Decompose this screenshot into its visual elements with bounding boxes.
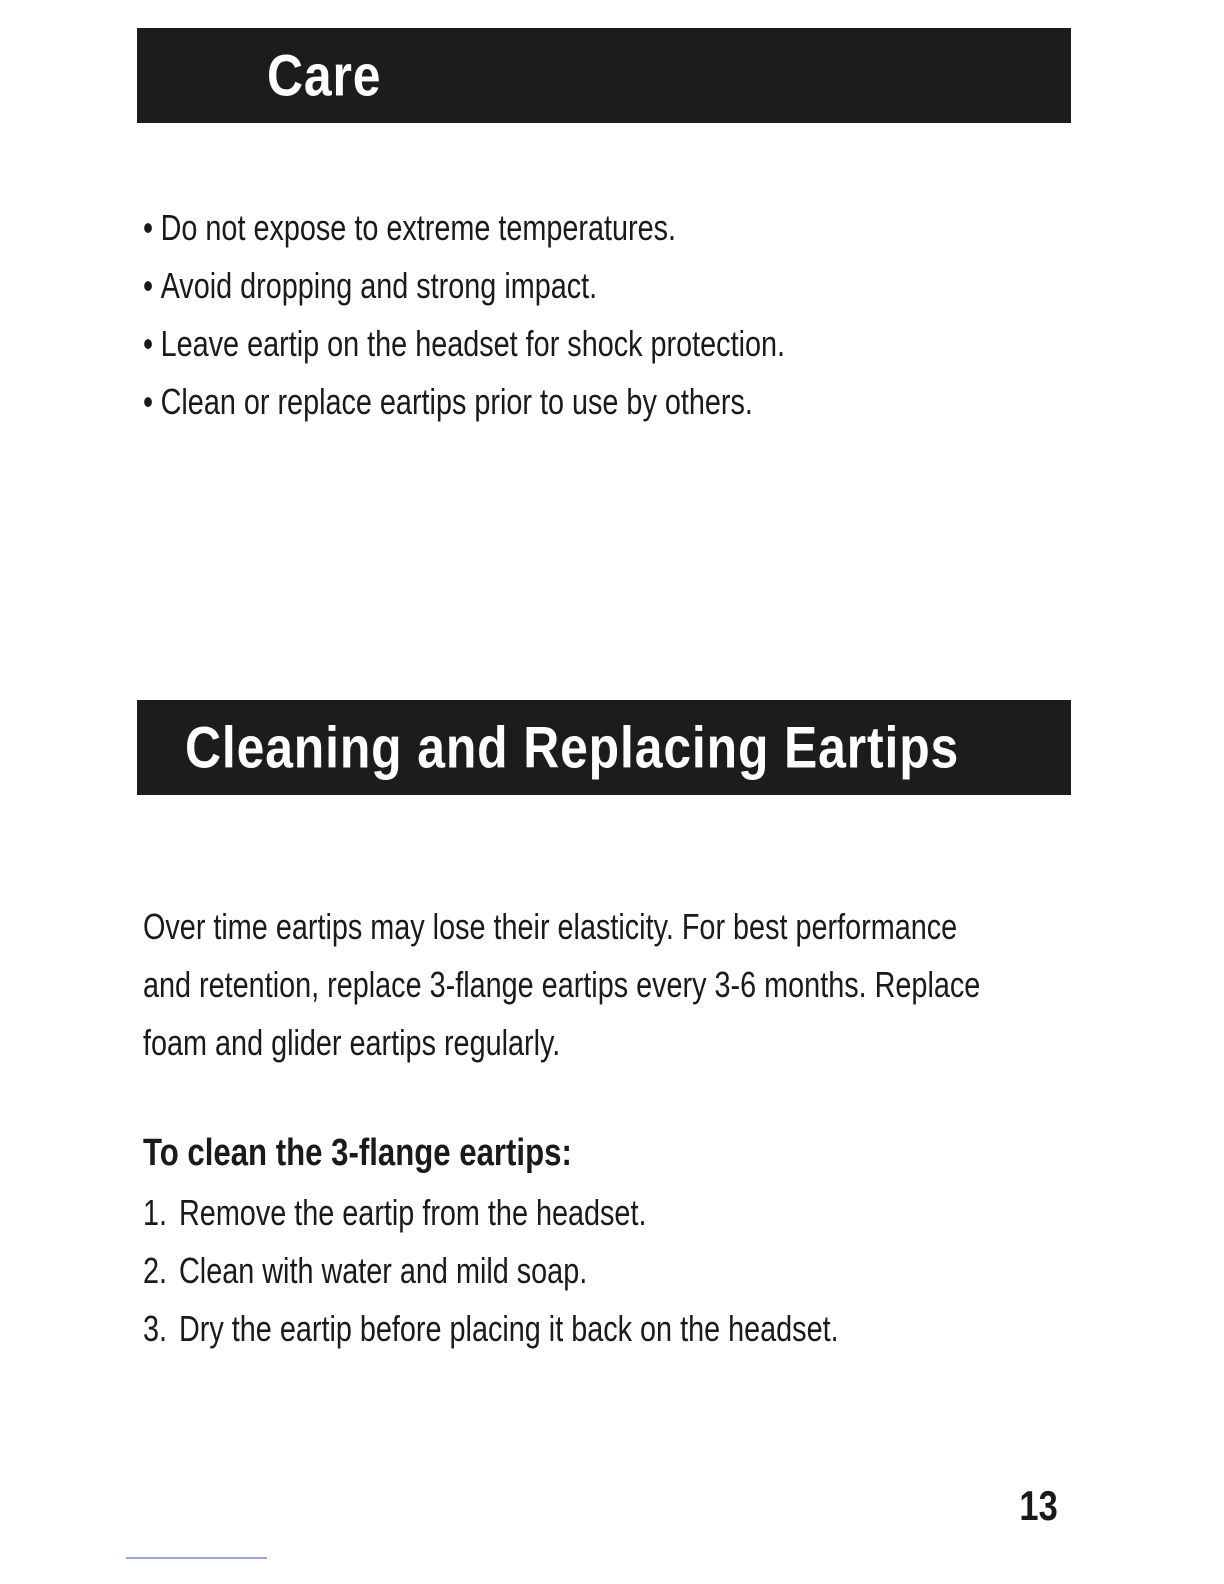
cleaning-intro-paragraph	[143, 898, 980, 1072]
bullet-icon: •	[143, 207, 154, 248]
step-text: Clean with water and mild soap.	[179, 1250, 588, 1291]
intro-line: and retention, replace 3-flange eartips every 3-6 months. Replace	[143, 964, 981, 1005]
list-item	[143, 1306, 839, 1364]
step-number: 2.	[143, 1250, 168, 1291]
bullet-icon: •	[143, 323, 154, 364]
bullet-text: Clean or replace eartips prior to use by others.	[160, 381, 753, 422]
bullet-text: Avoid dropping and strong impact.	[160, 265, 598, 306]
step-number: 1.	[143, 1192, 168, 1233]
intro-line: foam and glider eartips regularly.	[143, 1022, 561, 1063]
step-number: 3.	[143, 1308, 168, 1349]
list-item	[143, 1248, 839, 1306]
care-bullet-list	[143, 205, 946, 437]
list-item	[143, 205, 785, 263]
list-item	[143, 1190, 839, 1248]
cleaning-section-header	[137, 700, 1071, 795]
care-section-header	[137, 28, 1071, 123]
step-text: Remove the eartip from the headset.	[179, 1192, 647, 1233]
step-text: Dry the eartip before placing it back on the headset.	[179, 1308, 839, 1349]
footer-divider	[126, 1557, 267, 1559]
cleaning-steps-list	[143, 1190, 1013, 1364]
bullet-text: Do not expose to extreme temperatures.	[160, 207, 677, 248]
cleaning-subheading: To clean the 3-flange eartips:	[143, 1132, 572, 1174]
bullet-icon: •	[143, 265, 154, 306]
list-item	[143, 321, 785, 379]
intro-line: Over time eartips may lose their elasticity. For best performance	[143, 906, 958, 947]
bullet-text: Leave eartip on the headset for shock protection.	[160, 323, 786, 364]
page-number: 13	[1019, 1482, 1058, 1529]
cleaning-title: Cleaning and Replacing Eartips	[185, 715, 960, 780]
list-item	[143, 263, 785, 321]
care-title: Care	[267, 43, 382, 108]
bullet-icon: •	[143, 381, 154, 422]
list-item	[143, 379, 785, 437]
